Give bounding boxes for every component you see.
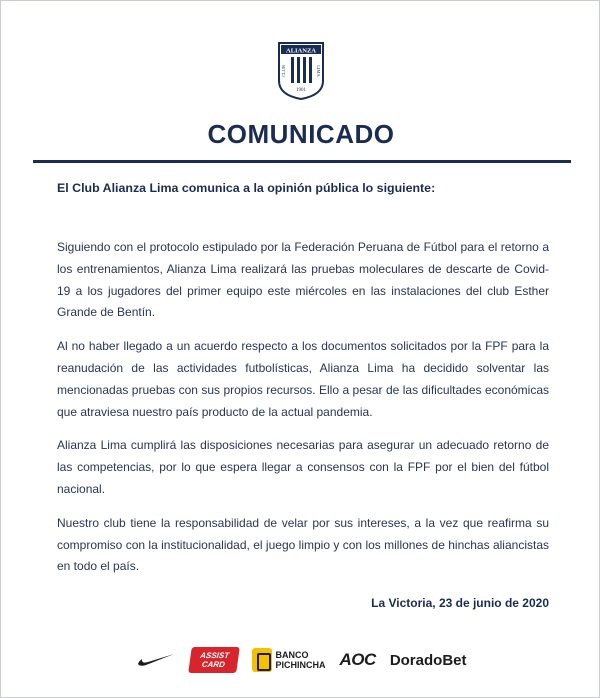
alianza-crest-icon xyxy=(277,41,325,101)
sponsor-bar xyxy=(1,645,600,675)
title-divider xyxy=(33,160,571,163)
doradobet-logo: DoradoBet xyxy=(389,651,467,669)
crest-side-right: LIMA xyxy=(316,65,321,77)
crest-side-left: CLUB xyxy=(281,64,286,78)
paragraph-3: Alianza Lima cumplirá las disposiciones necesarias para asegurar un adecuado retorno de las competencias, por lo que espera llegar a consensos con la FPF por el bien del fútbol nacional. xyxy=(57,438,549,496)
paragraph-1: Siguiendo con el protocolo estipulado por la Federación Peruana de Fútbol para el retorno a los entrenamientos, Alianza Lima realizará las pruebas moleculares de descarte de Covid-19 a los jugadores del primer equipo este miércoles en las instalaciones del club Esther Grande de Bentín. xyxy=(57,240,549,320)
page-title: COMUNICADO xyxy=(207,119,395,149)
assist-line1: ASSIST xyxy=(199,651,230,660)
paragraph-2: Al no haber llegado a un acuerdo respecto a los documentos solicitados por la FPF para la reanudación de las actividades futbolísticas, Alianza Lima ha decidido solventar las mencionadas pruebas con sus propios recursos. Ello a pesar de las dificultades económicas que atraviesa nuestro país producto de la actual pandemia. xyxy=(57,339,549,419)
banco-line1: BANCO xyxy=(275,650,309,660)
paragraph-4: Nuestro club tiene la responsabilidad de velar por sus intereses, a la vez que reafirma su compromiso con la institucionalidad, el juego limpio y con los millones de hinchas aliancistas en todo el país. xyxy=(57,515,549,574)
nike-swoosh-icon xyxy=(136,652,176,668)
banco-line2: PICHINCHA xyxy=(275,660,326,670)
dateline: La Victoria, 23 de junio de 2020 xyxy=(371,596,549,610)
lead-statement: El Club Alianza Lima comunica a la opinión pública lo siguiente: xyxy=(57,181,436,195)
pichincha-mark-icon xyxy=(252,648,272,672)
assist-card-logo xyxy=(188,647,240,673)
crest-year: 1901 xyxy=(296,88,306,93)
crest-name: ALIANZA xyxy=(286,47,316,55)
assist-line2: CARD xyxy=(200,660,226,669)
banco-pichincha-logo xyxy=(252,648,326,672)
aoc-logo: AOC xyxy=(339,650,376,669)
communique-body xyxy=(57,237,549,590)
